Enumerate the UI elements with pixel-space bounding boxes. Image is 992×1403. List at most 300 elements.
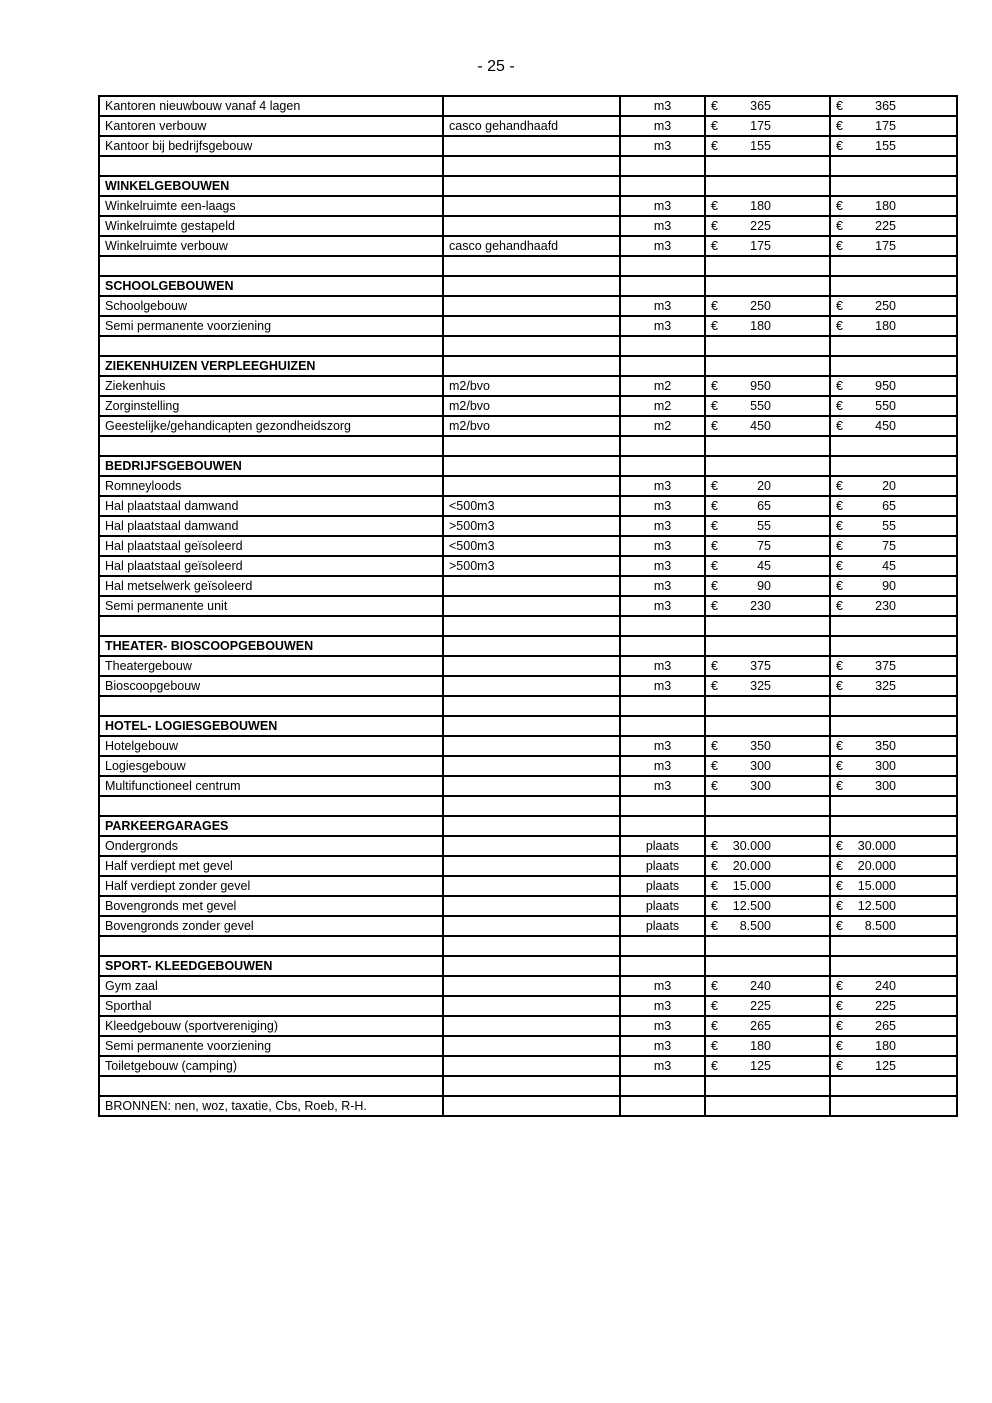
price-high [830,296,957,316]
item-unit: m3 [620,296,705,316]
price-low [705,956,830,976]
item-unit: m3 [620,496,705,516]
price-low [705,296,830,316]
price-amount: 240 [875,979,896,993]
item-name: Hal plaatstaal geïsoleerd [99,556,443,576]
price-low [705,96,830,116]
price-amount: 180 [875,1039,896,1053]
price-amount: 240 [750,979,771,993]
item-unit: m3 [620,196,705,216]
item-unit [620,636,705,656]
item-name: Kantoren nieuwbouw vanaf 4 lagen [99,96,443,116]
item-name: Romneyloods [99,476,443,496]
price-amount: 230 [750,599,771,613]
currency-symbol: € [711,399,718,413]
section-header-row [99,816,957,836]
currency-symbol: € [711,299,718,313]
table-row [99,976,957,996]
section-title: WINKELGEBOUWEN [99,176,443,196]
price-high [830,576,957,596]
price-high [830,376,957,396]
currency-symbol: € [836,659,843,673]
item-unit: plaats [620,876,705,896]
table-row [99,916,957,936]
price-amount: 180 [875,199,896,213]
item-note [443,296,620,316]
item-note [443,476,620,496]
item-name: Half verdiept zonder gevel [99,876,443,896]
price-amount: 20.000 [732,859,771,873]
blank-row [99,256,957,276]
price-low [705,596,830,616]
price-high [830,736,957,756]
item-note [443,656,620,676]
item-name: Half verdiept met gevel [99,856,443,876]
price-amount: 230 [875,599,896,613]
currency-symbol: € [711,239,718,253]
item-unit: m3 [620,996,705,1016]
price-amount: 225 [875,999,896,1013]
item-note [443,96,620,116]
table-row [99,996,957,1016]
price-amount: 8.500 [864,919,896,933]
price-high [830,916,957,936]
table-row [99,836,957,856]
currency-symbol: € [836,139,843,153]
item-note [443,936,620,956]
item-name: Hal plaatstaal geïsoleerd [99,536,443,556]
price-amount: 90 [882,579,896,593]
price-low [705,136,830,156]
price-high [830,196,957,216]
price-high [830,816,957,836]
currency-symbol: € [711,879,718,893]
currency-symbol: € [836,379,843,393]
item-unit [620,696,705,716]
item-name: Zorginstelling [99,396,443,416]
section-header-row [99,356,957,376]
item-note: <500m3 [443,536,620,556]
item-note [443,836,620,856]
currency-symbol: € [836,239,843,253]
item-note [443,676,620,696]
item-unit: m3 [620,596,705,616]
item-unit: m3 [620,576,705,596]
price-amount: 125 [750,1059,771,1073]
section-header-row [99,956,957,976]
item-note [443,796,620,816]
item-name [99,436,443,456]
currency-symbol: € [836,99,843,113]
price-amount: 225 [750,999,771,1013]
price-amount: 20 [757,479,771,493]
price-amount: 12.500 [732,899,771,913]
price-amount: 45 [757,559,771,573]
table-row [99,596,957,616]
item-unit: m3 [620,516,705,536]
currency-symbol: € [711,519,718,533]
item-unit: m3 [620,1056,705,1076]
price-low [705,176,830,196]
price-high [830,276,957,296]
item-note [443,336,620,356]
table-row [99,736,957,756]
item-note: casco gehandhaafd [443,236,620,256]
table-row [99,476,957,496]
price-amount: 125 [875,1059,896,1073]
currency-symbol: € [836,839,843,853]
item-unit: m3 [620,316,705,336]
price-high [830,996,957,1016]
table-row [99,1036,957,1056]
price-high [830,536,957,556]
item-note [443,956,620,976]
price-low [705,576,830,596]
price-amount: 300 [875,759,896,773]
currency-symbol: € [711,1039,718,1053]
price-high [830,136,957,156]
item-note [443,816,620,836]
price-low [705,1036,830,1056]
table-row [99,676,957,696]
price-high [830,396,957,416]
item-unit: m3 [620,556,705,576]
price-amount: 155 [750,139,771,153]
price-amount: 45 [882,559,896,573]
section-title: BEDRIJFSGEBOUWEN [99,456,443,476]
item-name: Multifunctioneel centrum [99,776,443,796]
currency-symbol: € [711,1059,718,1073]
currency-symbol: € [711,319,718,333]
table-row [99,136,957,156]
item-name: Toiletgebouw (camping) [99,1056,443,1076]
item-unit: m3 [620,96,705,116]
table-row [99,576,957,596]
currency-symbol: € [836,679,843,693]
currency-symbol: € [836,1039,843,1053]
currency-symbol: € [711,419,718,433]
currency-symbol: € [836,519,843,533]
item-unit [620,716,705,736]
item-name [99,616,443,636]
price-low [705,696,830,716]
table-row [99,536,957,556]
price-low [705,716,830,736]
currency-symbol: € [711,499,718,513]
price-high [830,516,957,536]
price-low [705,916,830,936]
currency-symbol: € [711,899,718,913]
currency-symbol: € [711,479,718,493]
item-unit [620,156,705,176]
item-name: Semi permanente voorziening [99,316,443,336]
price-high [830,556,957,576]
item-unit: m2 [620,416,705,436]
currency-symbol: € [836,739,843,753]
price-amount: 300 [750,779,771,793]
table-row [99,416,957,436]
item-unit [620,816,705,836]
price-amount: 325 [875,679,896,693]
price-amount: 180 [750,319,771,333]
price-low [705,896,830,916]
price-low [705,356,830,376]
currency-symbol: € [711,919,718,933]
currency-symbol: € [711,219,718,233]
item-note: casco gehandhaafd [443,116,620,136]
price-amount: 30.000 [857,839,896,853]
currency-symbol: € [711,999,718,1013]
currency-symbol: € [836,1019,843,1033]
price-low [705,396,830,416]
price-high [830,636,957,656]
currency-symbol: € [711,779,718,793]
item-note: >500m3 [443,516,620,536]
price-amount: 15.000 [857,879,896,893]
price-table-body [99,96,957,1116]
price-high [830,456,957,476]
item-unit: m3 [620,216,705,236]
price-high [830,436,957,456]
item-name [99,256,443,276]
currency-symbol: € [836,559,843,573]
item-note [443,136,620,156]
currency-symbol: € [711,599,718,613]
item-note [443,156,620,176]
price-amount: 180 [750,199,771,213]
price-high [830,796,957,816]
price-amount: 550 [875,399,896,413]
table-row [99,316,957,336]
item-name: Hal metselwerk geïsoleerd [99,576,443,596]
item-note [443,436,620,456]
currency-symbol: € [836,319,843,333]
item-note [443,1016,620,1036]
currency-symbol: € [711,659,718,673]
section-title: HOTEL- LOGIESGEBOUWEN [99,716,443,736]
price-low [705,276,830,296]
item-name [99,336,443,356]
price-high [830,416,957,436]
table-row [99,1016,957,1036]
price-low [705,1056,830,1076]
item-note [443,1036,620,1056]
price-high [830,96,957,116]
item-name: BRONNEN: nen, woz, taxatie, Cbs, Roeb, R-H. [99,1096,443,1116]
price-low [705,616,830,636]
sources-row [99,1096,957,1116]
price-high [830,236,957,256]
item-note [443,976,620,996]
price-low [705,976,830,996]
price-amount: 300 [750,759,771,773]
item-name: Bioscoopgebouw [99,676,443,696]
table-row [99,496,957,516]
item-name: Hotelgebouw [99,736,443,756]
item-note: m2/bvo [443,416,620,436]
item-unit [620,796,705,816]
item-name: Kantoren verbouw [99,116,443,136]
table-row [99,556,957,576]
price-high [830,216,957,236]
table-row [99,856,957,876]
section-title: SPORT- KLEEDGEBOUWEN [99,956,443,976]
item-note [443,736,620,756]
item-name: Winkelruimte verbouw [99,236,443,256]
price-low [705,516,830,536]
price-amount: 90 [757,579,771,593]
item-note: <500m3 [443,496,620,516]
price-amount: 65 [757,499,771,513]
currency-symbol: € [711,539,718,553]
price-amount: 175 [875,119,896,133]
price-amount: 30.000 [732,839,771,853]
item-note [443,316,620,336]
price-low [705,236,830,256]
item-unit [620,936,705,956]
section-header-row [99,276,957,296]
item-name: Ondergronds [99,836,443,856]
price-high [830,176,957,196]
price-high [830,676,957,696]
price-low [705,796,830,816]
blank-row [99,696,957,716]
blank-row [99,1076,957,1096]
table-row [99,896,957,916]
currency-symbol: € [836,919,843,933]
item-note [443,576,620,596]
price-amount: 265 [875,1019,896,1033]
item-name: Bovengronds zonder gevel [99,916,443,936]
currency-symbol: € [711,839,718,853]
price-amount: 250 [875,299,896,313]
price-amount: 225 [875,219,896,233]
currency-symbol: € [836,579,843,593]
item-note [443,176,620,196]
item-note [443,276,620,296]
item-note [443,716,620,736]
item-unit [620,1096,705,1116]
price-amount: 12.500 [857,899,896,913]
price-high [830,936,957,956]
table-row [99,96,957,116]
price-amount: 175 [750,119,771,133]
currency-symbol: € [711,759,718,773]
currency-symbol: € [711,199,718,213]
table-row [99,216,957,236]
item-note [443,856,620,876]
currency-symbol: € [836,1059,843,1073]
price-low [705,376,830,396]
price-amount: 180 [875,319,896,333]
item-note [443,696,620,716]
currency-symbol: € [711,139,718,153]
price-high [830,1056,957,1076]
item-unit [620,176,705,196]
table-row [99,516,957,536]
item-unit: m3 [620,976,705,996]
currency-symbol: € [836,899,843,913]
price-high [830,656,957,676]
price-low [705,676,830,696]
price-amount: 450 [750,419,771,433]
price-amount: 950 [750,379,771,393]
item-name: Hal plaatstaal damwand [99,516,443,536]
table-row [99,116,957,136]
item-note [443,756,620,776]
item-unit: m3 [620,476,705,496]
price-low [705,496,830,516]
currency-symbol: € [836,759,843,773]
price-low [705,856,830,876]
price-high [830,956,957,976]
price-amount: 350 [750,739,771,753]
item-name [99,156,443,176]
price-low [705,736,830,756]
table-row [99,756,957,776]
item-unit: m3 [620,656,705,676]
price-low [705,636,830,656]
currency-symbol: € [836,299,843,313]
item-unit [620,456,705,476]
price-low [705,116,830,136]
price-high [830,496,957,516]
price-high [830,836,957,856]
price-amount: 55 [757,519,771,533]
item-note [443,876,620,896]
item-unit: m3 [620,236,705,256]
section-title: SCHOOLGEBOUWEN [99,276,443,296]
price-low [705,316,830,336]
item-note [443,356,620,376]
item-note: m2/bvo [443,396,620,416]
section-title: THEATER- BIOSCOOPGEBOUWEN [99,636,443,656]
price-low [705,416,830,436]
price-high [830,336,957,356]
item-note [443,1056,620,1076]
price-high [830,896,957,916]
item-name: Hal plaatstaal damwand [99,496,443,516]
item-note [443,196,620,216]
currency-symbol: € [836,859,843,873]
item-name [99,796,443,816]
item-unit: m3 [620,536,705,556]
currency-symbol: € [711,379,718,393]
price-amount: 8.500 [739,919,771,933]
item-name: Gym zaal [99,976,443,996]
table-row [99,776,957,796]
item-note [443,456,620,476]
price-amount: 375 [750,659,771,673]
price-high [830,596,957,616]
price-amount: 375 [875,659,896,673]
price-low [705,216,830,236]
item-name: Semi permanente unit [99,596,443,616]
item-unit: plaats [620,916,705,936]
price-amount: 365 [750,99,771,113]
price-high [830,616,957,636]
page-number: - 25 - [477,58,515,75]
item-note [443,996,620,1016]
item-unit [620,1076,705,1096]
currency-symbol: € [836,399,843,413]
item-note: m2/bvo [443,376,620,396]
price-table [98,95,958,1117]
price-high [830,1036,957,1056]
table-row [99,656,957,676]
price-low [705,336,830,356]
item-unit: plaats [620,836,705,856]
